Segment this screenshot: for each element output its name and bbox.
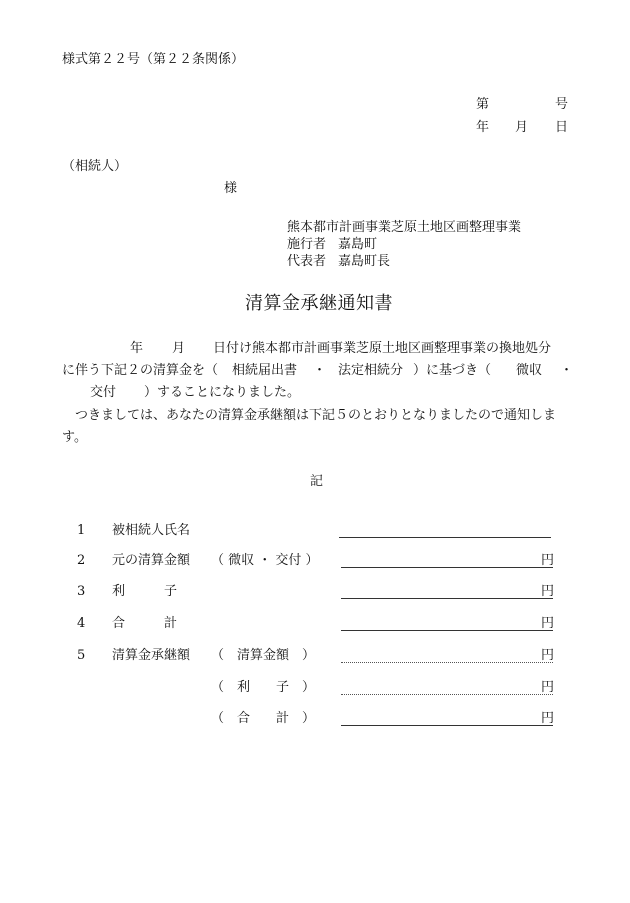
item-number: 3: [77, 584, 86, 599]
body-line4: つきましては、あなたの清算金承継額は下記５のとおりとなりましたので通知しま: [75, 408, 557, 423]
honorific: 様: [224, 181, 238, 196]
body-separator-2: ・: [560, 363, 574, 378]
item-number: 1: [77, 523, 86, 538]
body-line1: 日付け熊本都市計画事業芝原土地区画整理事業の換地処分: [213, 341, 552, 356]
body-month: 月: [172, 341, 186, 356]
body-line5: す。: [62, 430, 87, 445]
yen-unit: 円: [541, 711, 555, 726]
item-number: 2: [77, 553, 86, 568]
yen-unit: 円: [541, 648, 555, 663]
total-underline: [341, 630, 553, 631]
item-label-inherited-amount: 清算金承継額: [112, 648, 191, 663]
representative-label: 代表者: [287, 254, 327, 269]
body-year: 年: [130, 341, 144, 356]
representative-name: 嘉島町長: [338, 254, 391, 269]
item-note-settlement-amount: （ 清算金額 ）: [211, 648, 316, 663]
form-number: 様式第２２号（第２２条関係）: [62, 52, 245, 67]
body-option-notification: 相続届出書: [232, 363, 298, 378]
body-option-legal-share: 法定相続分: [338, 363, 404, 378]
item-number: 4: [77, 616, 86, 631]
executor-label: 施行者: [287, 237, 327, 252]
doc-number-prefix: 第: [476, 97, 490, 112]
settlement-amount-underline: [341, 662, 553, 663]
sub-total-underline: [341, 725, 553, 726]
yen-unit: 円: [541, 553, 555, 568]
ki-heading: 記: [310, 474, 324, 489]
body-line2-a: に伴う下記２の清算金を（: [62, 363, 219, 378]
body-line2-b: ）に基づき（: [413, 363, 492, 378]
body-line3: ）することになりました。: [144, 385, 301, 400]
date-year: 年: [476, 120, 490, 135]
yen-unit: 円: [541, 584, 555, 599]
item-label-interest: 利 子: [112, 584, 178, 599]
recipient-label: （相続人）: [62, 159, 128, 174]
sub-interest-underline: [341, 694, 553, 695]
item-number: 5: [77, 648, 86, 663]
original-amount-underline: [341, 567, 553, 568]
sub-item-note-total: （ 合 計 ）: [211, 711, 316, 726]
date-day: 日: [555, 120, 569, 135]
body-option-collect: 微収: [516, 363, 543, 378]
doc-number-suffix: 号: [555, 97, 569, 112]
yen-unit: 円: [541, 680, 555, 695]
item-note-collect-deliver: （ 微収 ・ 交付 ）: [211, 553, 319, 568]
item-label-original-amount: 元の清算金額: [112, 553, 191, 568]
item-label-decedent-name: 被相続人氏名: [112, 523, 191, 538]
interest-underline: [341, 598, 553, 599]
document-title: 清算金承継通知書: [245, 293, 393, 314]
sub-item-note-interest: （ 利 子 ）: [211, 680, 316, 695]
item-label-total: 合 計: [112, 616, 178, 631]
yen-unit: 円: [541, 616, 555, 631]
issuer-project: 熊本都市計画事業芝原土地区画整理事業: [287, 220, 522, 235]
decedent-name-underline: [339, 537, 551, 538]
body-separator: ・: [313, 363, 327, 378]
body-option-deliver: 交付: [90, 385, 117, 400]
executor-name: 嘉島町: [338, 237, 378, 252]
date-month: 月: [515, 120, 529, 135]
